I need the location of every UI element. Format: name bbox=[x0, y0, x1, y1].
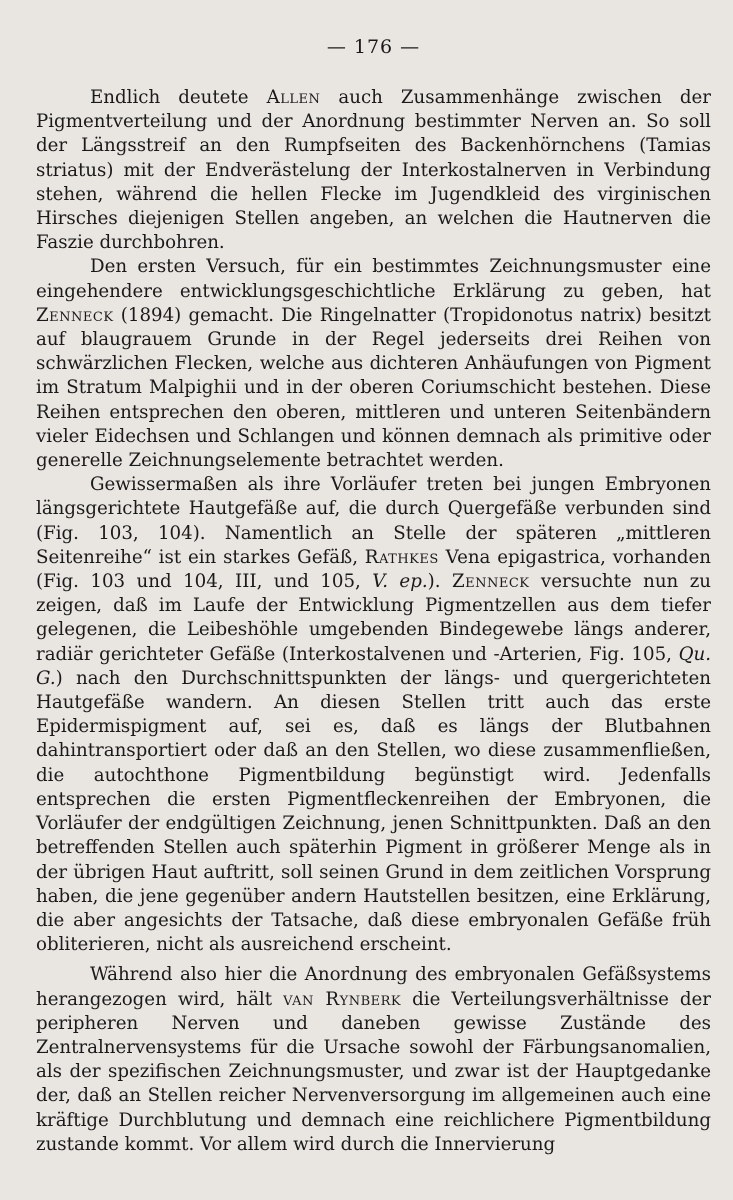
text-segment: Den ersten Versuch, für ein bestimmtes Zeichnungsmuster eine eingehendere entwicklungsgeschichtliche Erklärung zu geben, hat bbox=[36, 256, 711, 302]
text-segment: (1894) gemacht. Die Ringelnatter (Tropidonotus natrix) besitzt auf blaugrauem Grunde in der Regel jederseits drei Reihen von schwärzlichen Flecken, welche aus dichteren Anhäufungen von Pigment im Stratum Malpighii und in der oberen Coriumschicht bestehen. Diese Reihen entsprechen den oberen, mittleren und unteren Seitenbändern vieler Eidechsen und Schlangen und können demnach als primitive oder generelle Zeichnungselemente betrachtet werden. bbox=[36, 304, 711, 472]
author-name: van Rynberk bbox=[283, 988, 402, 1010]
paragraph-van-rynberk bbox=[36, 963, 711, 1157]
text-segment: versuchte nun zu zeigen, daß im Laufe der Entwicklung Pigmentzellen aus dem tiefer gelegenen, die Leibeshöhle umgebenden Bindegewebe längs anderer, radiär gerichteter Gefäße (Interkostalvenen und -Arterien, Fig. 105, bbox=[36, 571, 712, 665]
author-name: Zenneck bbox=[36, 304, 114, 326]
figure-label: V. ep. bbox=[372, 571, 428, 593]
text-segment: ) nach den Durchschnittspunkten der längs- und quergerichteten Hautgefäße wandern. An diesen Stellen tritt auch das erste Epidermispigment auf, sei es, daß es längs der Blutbahnen dahintransportiert oder daß an den Stellen, wo diese zusammenfließen, die autochthone Pigmentbildung begünstigt wird. Jedenfalls entsprechen die ersten Pigmentfleckenreihen der Embryonen, die Vorläufer der endgültigen Zeichnung, jenen Schnittpunkten. Daß an den betreffenden Stellen auch späterhin Pigment in größerer Menge als in der übrigen Haut auftritt, soll seinen Grund in dem zeitlichen Vorsprung haben, die jene gegenüber andern Hautstellen besitzen, eine Erklärung, die aber angesichts der Tatsache, daß diese embryonalen Gefäße früh obliterieren, nicht als ausreichend erscheint. bbox=[36, 667, 711, 956]
paragraph-embryonen bbox=[36, 473, 711, 957]
text-segment: Gewissermaßen als ihre Vorläufer treten bei jungen Embryonen längsgerichtete Hautgefäße auf, die durch Quergefäße verbunden sind (Fig. 103, 104). Namentlich an Stelle der späteren „mittleren Seitenreihe“ ist ein starkes Gefäß, bbox=[36, 474, 711, 568]
text-segment: die Verteilungsverhältnisse der peripheren Nerven und daneben gewisse Zustände des Zentralnervensystems für die Ursache sowohl der Färbungsanomalien, als der spezifischen Zeichnungsmuster, und zwar ist der Hauptgedanke der, daß an Stellen reicher Nervenversorgung im allgemeinen auch eine kräftige Durchblutung und demnach eine reichlichere Pigmentbildung zustande kommt. Vor allem wird durch die Innervierung bbox=[36, 988, 711, 1155]
paragraph-allen bbox=[36, 86, 711, 255]
author-name: Rathkes bbox=[364, 546, 439, 568]
text-segment: Während also hier die Anordnung des embryonalen Gefäßsystems herangezogen wird, hält bbox=[36, 964, 711, 1010]
text-segment: ). bbox=[427, 571, 452, 593]
page-number: — 176 — bbox=[326, 36, 421, 58]
text-segment: auch Zusammenhänge zwischen der Pigmentverteilung und der Anordnung bestimmter Nerven an. So soll der Längsstreif an den Rumpfseiten des Backenhörnchens (Tamias striatus) mit der Endverästelung der Interkostalnerven in Verbindung stehen, während die hellen Flecke im Jugendkleid des virginischen Hirsches diejenigen Stellen angeben, an welchen die Hautnerven die Faszie durchbohren. bbox=[36, 87, 711, 254]
author-name: Zenneck bbox=[451, 571, 530, 593]
text-segment: Vena epigastrica, vorhanden (Fig. 103 und 104, III, und 105, bbox=[36, 546, 711, 593]
paragraph-zenneck-ringelnatter bbox=[36, 255, 711, 473]
text-segment: Endlich deutete bbox=[90, 87, 267, 108]
figure-label: Qu. G. bbox=[36, 643, 711, 689]
author-name: Allen bbox=[266, 87, 321, 108]
